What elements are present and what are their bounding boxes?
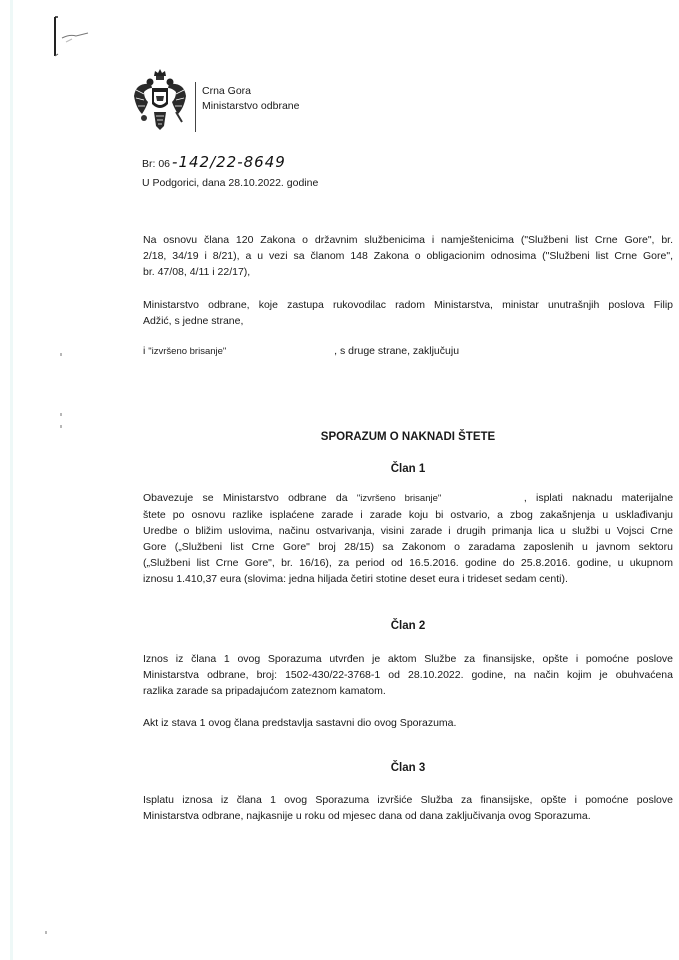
article-3-paragraph [143,792,673,824]
text-line: Ministarstva odbrane, najkasnije u roku od mjesec dana od dana zaključivanja ovog Sporazuma. [143,810,591,822]
text-line: Gore („Službeni list Crne Gore" broj 28/15) sa Zakonom o zaradama zaposlenih u javnom sektoru [143,541,673,553]
text-line: br. 47/08, 4/11 i 22/17), [143,266,251,278]
margin-mark [60,413,62,416]
text-line: razlika zarade sa pripadajućom zateznom kamatom. [143,685,386,697]
text-line: štete po osnovu razlike isplaćene zarade i zarade koju bi ostvario, a zbog zakašnjenja u usklađivanju [143,509,673,521]
margin-mark [60,425,62,428]
text-line: Adžić, s jedne strane, [143,315,244,327]
article-2-heading: Član 2 [390,620,426,632]
article-1-paragraph [143,490,673,587]
reference-printed-prefix: 06 [158,158,171,170]
article-1-heading: Član 1 [390,463,426,475]
handwritten-corner-mark-icon [52,14,92,60]
text-line: Ministarstvo odbrane, koje zastupa rukovodilac radom Ministarstva, ministar unutrašnjih poslova Filip [143,299,673,311]
letterhead-divider [195,82,196,132]
text-line: iznosu 1.410,37 eura (slovima: jedna hiljada četiri stotine deset eura i trideset sedam centi). [143,573,568,585]
redacted-name: "izvršeno brisanje" [148,346,227,357]
ministry-name: Ministarstvo odbrane [202,100,300,112]
text-line: 2/18, 34/19 i 8/21), a u vezi sa članom 148 Zakona o obligacionim odnosima ("Službeni list Crne Gore", [143,250,673,262]
margin-mark [60,353,62,356]
text-segment: Obavezuje se Ministarstvo odbrane da [143,492,348,504]
preamble-paragraph [143,232,673,280]
article-3-heading: Član 3 [390,762,426,774]
place-and-date: U Podgorici, dana 28.10.2022. godine [142,177,319,189]
text-line: („Službeni list Crne Gore", br. 16/16), za period od 16.5.2016. godine do 25.8.2016. godine, u ukupnom [143,557,673,569]
reference-number [142,153,286,171]
party-one-paragraph [143,297,673,329]
montenegro-coat-of-arms-icon [132,68,188,134]
text-line: Na osnovu člana 120 Zakona o državnim službenicima i namještenicima ("Službeni list Crne Gore", br. [143,234,673,246]
text-line: Isplatu iznosa iz člana 1 ovog Sporazuma izvršiće Služba za finansijske, opšte i pomoćne poslove [143,794,673,806]
reference-label: Br: [142,158,156,170]
text-line: Akt iz stava 1 ovog člana predstavlja sastavni dio ovog Sporazuma. [143,717,457,729]
article-2-paragraph-1 [143,651,673,699]
text-line [143,490,673,507]
redacted-name: "izvršeno brisanje" [356,493,442,504]
text-line: Ministarstva odbrane, broj: 1502-430/22-3768-1 od 28.10.2022. godine, na način kojim je obuhvaćena [143,669,673,681]
party-two-suffix: , s druge strane, zaključuju [334,345,460,357]
article-2-paragraph-2 [143,715,673,731]
party-two-paragraph [143,343,673,360]
agreement-title: SPORAZUM O NAKNADI ŠTETE [320,431,496,443]
text-segment: , isplati naknadu materijalne [523,492,674,504]
scan-edge-line [10,0,13,960]
party-two-prefix: i [143,345,146,357]
reference-handwritten-number: -142/22-8649 [172,153,286,171]
text-line: Uredbe o bližim uslovima, načinu ostvarivanja, visini zarade i drugih primanja lica u službi u Vojsci Crne [143,525,673,537]
margin-mark [45,931,47,934]
country-name: Crna Gora [202,85,252,97]
text-line: Iznos iz člana 1 ovog Sporazuma utvrđen je aktom Službe za finansijske, opšte i pomoćne poslove [143,653,673,665]
letterhead-text [202,84,299,114]
